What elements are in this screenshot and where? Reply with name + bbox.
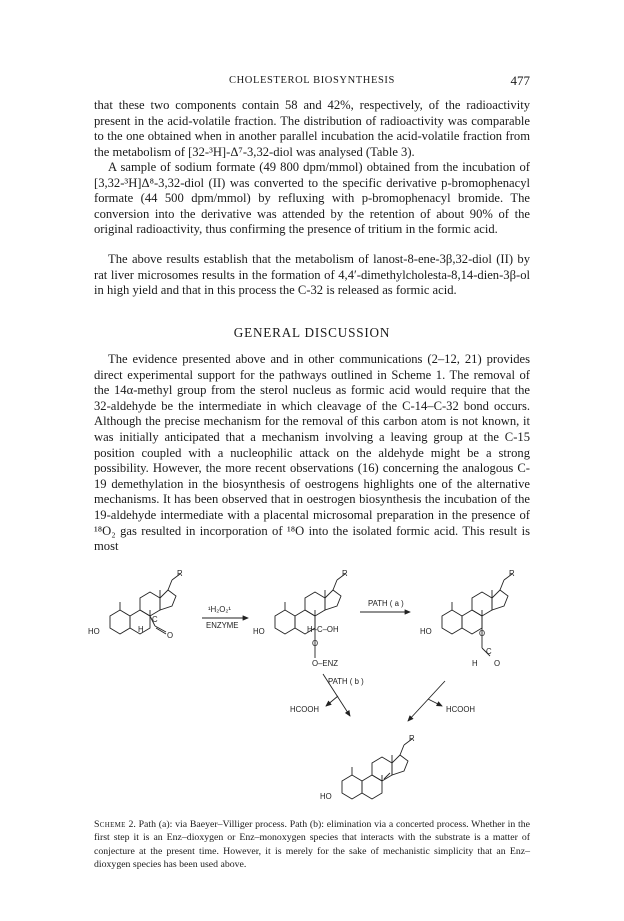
hcooh-label-1: HCOOH bbox=[290, 705, 320, 714]
paragraph-3 bbox=[94, 252, 530, 299]
o-label-1: O bbox=[167, 631, 174, 640]
structure-aldehyde bbox=[88, 569, 183, 640]
h-label-1: H bbox=[138, 625, 144, 634]
scheme-caption bbox=[94, 818, 530, 871]
c-label-1: C bbox=[152, 615, 158, 624]
paragraph-1 bbox=[94, 98, 530, 160]
ho-label-3: HO bbox=[420, 627, 432, 636]
o-enz-label: O–ENZ bbox=[312, 659, 338, 668]
o-label-3: O bbox=[479, 629, 486, 638]
r-label-1: R bbox=[177, 569, 183, 578]
paragraph-4 bbox=[94, 352, 530, 555]
h-label-3: H bbox=[472, 659, 478, 668]
reaction-scheme bbox=[90, 556, 540, 806]
enzyme-label: ENZYME bbox=[206, 621, 239, 630]
reagent-label: ¹H₂O₂¹ bbox=[208, 605, 231, 614]
paragraph-1-text: that these two components contain 58 and 42%, respectively, of the radioactivity present in the acid-volatile fraction. The distribution of radioactivity was comparable to the one obtained when in another parallel incubation the acid-volatile fraction from the metabolism of [32-³H]-Δ⁷-3,32-diol was analysed (Table 3). bbox=[94, 98, 530, 159]
h-c-oh-label: H–C–OH bbox=[307, 625, 339, 634]
structure-diene-product bbox=[320, 734, 415, 801]
o-label-3b: O bbox=[494, 659, 501, 668]
r-label-4: R bbox=[409, 734, 415, 743]
structure-peroxide-adduct bbox=[253, 569, 348, 668]
path-b-label: PATH ( b ) bbox=[328, 677, 364, 686]
scheme-drawing bbox=[90, 556, 540, 806]
paragraph-2 bbox=[94, 160, 530, 238]
paragraph-2-text: A sample of sodium formate (49 800 dpm/mmol) obtained from the incubation of [3,32-³H]Δ⁸-3,32-diol (II) was converted to the specific derivative p-bromophenacyl formate (44 500 dpm/mmol) by refluxing with p-bromophenacyl bromide. The conversion into the derivative was attended by the retention of about 90% of the original radioactivity, thus confirming the presence of tritium in the formic acid. bbox=[94, 160, 530, 237]
caption-text: Path (a): via Baeyer–Villiger process. Path (b): elimination via a concerted process. Whether in the first step it is an Enz–dioxygen or Enz–monoxygen species that interacts with the substrate is a matter of conjecture at the present time. However, it is merely for the sake of mechanistic simplicity that an Enz–dioxygen species has been used above. bbox=[94, 819, 530, 870]
c-label-3: C bbox=[486, 647, 492, 656]
structure-formate-ester bbox=[420, 569, 515, 668]
running-header bbox=[94, 73, 530, 89]
page-number: 477 bbox=[510, 73, 530, 88]
r-label-2: R bbox=[342, 569, 348, 578]
hcooh-label-2: HCOOH bbox=[446, 705, 476, 714]
paragraph-3-text: The above results establish that the metabolism of lanost-8-ene-3β,32-diol (II) by rat liver microsomes results in the formation of 4,4′-dimethylcholesta-8,14-dien-3β-ol in high yield and that in this process the C-32 is released as formic acid. bbox=[94, 252, 530, 298]
section-heading: GENERAL DISCUSSION bbox=[233, 325, 391, 340]
running-title: CHOLESTEROL BIOSYNTHESIS bbox=[229, 75, 395, 86]
caption-label: Scheme bbox=[94, 819, 126, 830]
r-label-3: R bbox=[509, 569, 515, 578]
path-a-label: PATH ( a ) bbox=[368, 599, 404, 608]
o-label-2: O bbox=[312, 639, 319, 648]
ho-label-2: HO bbox=[253, 627, 265, 636]
paragraph-4-text: The evidence presented above and in other communications (2–12, 21) provides direct experimental support for the pathways outlined in Scheme 1. The removal of the 14α-methyl group from the sterol nucleus as formic acid would require that the 32-aldehyde be the intermediate in which cleavage of the C-14–C-32 bond occurs. Although the precise mechanism for the removal of this carbon atom is not known, it was initially anticipated that a mechanism involving a leaving group at the C-15 position coupled with a nucleophilic attack on the aldehyde might be a strong possibility. However, the more recent observations (16) concerning the analogous C-19 demethylation in the biosynthesis of oestrogens highlights one of the alternative mechanisms. It has been observed that in oestrogen biosynthesis the incubation of the 19-aldehyde intermediate with a placental microsomal preparation in the presence of ¹⁸O₂ gas resulted in incorporation of ¹⁸O into the isolated formic acid. This result is most bbox=[94, 352, 530, 554]
ho-label-4: HO bbox=[320, 792, 332, 801]
ho-label-1: HO bbox=[88, 627, 100, 636]
caption-number: 2. bbox=[128, 819, 136, 830]
